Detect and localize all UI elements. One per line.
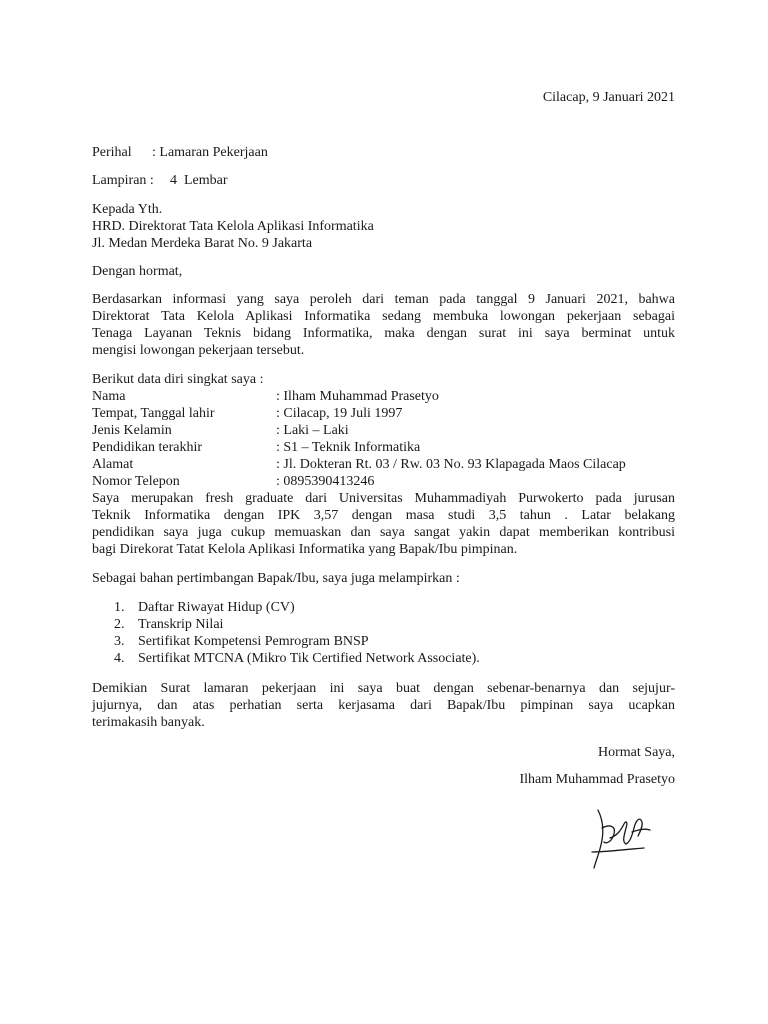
biodata-key: Nomor Telepon bbox=[92, 474, 180, 489]
biodata-row-phone bbox=[92, 473, 374, 490]
paragraph-intro-line: Tenaga Layanan Teknis bidang Informatika, maka dengan surat ini saya berminat untuk bbox=[92, 326, 675, 341]
attachment-item bbox=[114, 650, 480, 667]
biodata-key: Jenis Kelamin bbox=[92, 423, 172, 438]
biodata-key: Pendidikan terakhir bbox=[92, 440, 203, 455]
biodata-value: : Jl. Dokteran Rt. 03 / Rw. 03 No. 93 Klapagada Maos Cilacap bbox=[276, 457, 626, 472]
paragraph-intro-line: Berdasarkan informasi yang saya peroleh dari teman pada tanggal 9 Januari 2021, bahwa bbox=[92, 292, 675, 307]
attachment-text: Transkrip Nilai bbox=[138, 617, 224, 632]
biodata-row-nama bbox=[92, 388, 439, 405]
paragraph-background bbox=[92, 490, 675, 558]
biodata-row-education bbox=[92, 439, 420, 456]
biodata-key: Nama bbox=[92, 389, 126, 404]
biodata-value: : Ilham Muhammad Prasetyo bbox=[276, 389, 439, 404]
attachments-intro: Sebagai bahan pertimbangan Bapak/Ibu, saya juga melampirkan : bbox=[92, 571, 460, 586]
lampiran-label: Lampiran : bbox=[92, 173, 154, 188]
biodata-row-address bbox=[92, 456, 626, 473]
biodata-value: : Laki – Laki bbox=[276, 423, 349, 438]
paragraph-intro-line: Direktorat Tata Kelola Aplikasi Informatika sedang membuka lowongan pekerjaan sebagai bbox=[92, 309, 675, 324]
regards: Hormat Saya, bbox=[598, 745, 675, 760]
biodata-value: : 0895390413246 bbox=[276, 474, 375, 489]
salutation: Dengan hormat, bbox=[92, 264, 183, 279]
attachment-number: 3. bbox=[114, 634, 125, 649]
biodata-row-gender bbox=[92, 422, 349, 439]
attachment-number: 2. bbox=[114, 617, 125, 632]
biodata-value: : S1 – Teknik Informatika bbox=[276, 440, 421, 455]
paragraph-background-line: Saya merupakan fresh graduate dari Universitas Muhammadiyah Purwokerto pada jurusan bbox=[92, 491, 675, 506]
recipient-line-1: Kepada Yth. bbox=[92, 202, 163, 217]
recipient-line-3: Jl. Medan Merdeka Barat No. 9 Jakarta bbox=[92, 236, 313, 251]
attachment-text: Daftar Riwayat Hidup (CV) bbox=[138, 600, 295, 615]
biodata-key: Tempat, Tanggal lahir bbox=[92, 406, 215, 421]
signer-name: Ilham Muhammad Prasetyo bbox=[519, 772, 675, 787]
letter-date: Cilacap, 9 Januari 2021 bbox=[542, 90, 675, 105]
biodata-row-ttl bbox=[92, 405, 402, 422]
biodata-intro: Berikut data diri singkat saya : bbox=[92, 372, 264, 387]
lampiran-row bbox=[92, 172, 228, 189]
paragraph-background-line: pendidikan saya juga cukup memuaskan dan saya sangat yakin dapat memberikan kontribusi bbox=[92, 525, 675, 540]
paragraph-intro-line: mengisi lowongan pekerjaan tersebut. bbox=[92, 343, 305, 358]
attachment-item bbox=[114, 616, 223, 633]
paragraph-closing-line: terimakasih banyak. bbox=[92, 715, 205, 730]
paragraph-background-line: bagi Direkorat Tatat Kelola Aplikasi Informatika yang Bapak/Ibu pimpinan. bbox=[92, 542, 518, 557]
attachment-item bbox=[114, 633, 369, 650]
biodata-value: : Cilacap, 19 Juli 1997 bbox=[276, 406, 403, 421]
lampiran-value: 4 Lembar bbox=[170, 173, 228, 188]
attachment-number: 1. bbox=[114, 600, 125, 615]
paragraph-closing bbox=[92, 680, 675, 731]
recipient-line-2: HRD. Direktorat Tata Kelola Aplikasi Informatika bbox=[92, 219, 374, 234]
perihal-row bbox=[92, 144, 268, 161]
attachment-item bbox=[114, 599, 295, 616]
perihal-label: Perihal bbox=[92, 145, 132, 160]
paragraph-closing-line: jujurnya, dan atas perhatian serta kerjasama dari Bapak/Ibu pimpinan saya ucapkan bbox=[92, 698, 675, 713]
attachment-text: Sertifikat Kompetensi Pemrogram BNSP bbox=[138, 634, 369, 649]
perihal-value: : Lamaran Pekerjaan bbox=[152, 145, 268, 160]
paragraph-intro bbox=[92, 291, 675, 359]
paragraph-closing-line: Demikian Surat lamaran pekerjaan ini saya buat dengan sebenar-benarnya dan sejujur- bbox=[92, 681, 675, 696]
signature-image bbox=[584, 798, 664, 878]
paragraph-background-line: Teknik Informatika dengan IPK 3,57 dengan masa studi 3,5 tahun . Latar belakang bbox=[92, 508, 675, 523]
biodata-key: Alamat bbox=[92, 457, 134, 472]
attachment-text: Sertifikat MTCNA (Mikro Tik Certified Network Associate). bbox=[138, 651, 480, 666]
attachment-number: 4. bbox=[114, 651, 125, 666]
